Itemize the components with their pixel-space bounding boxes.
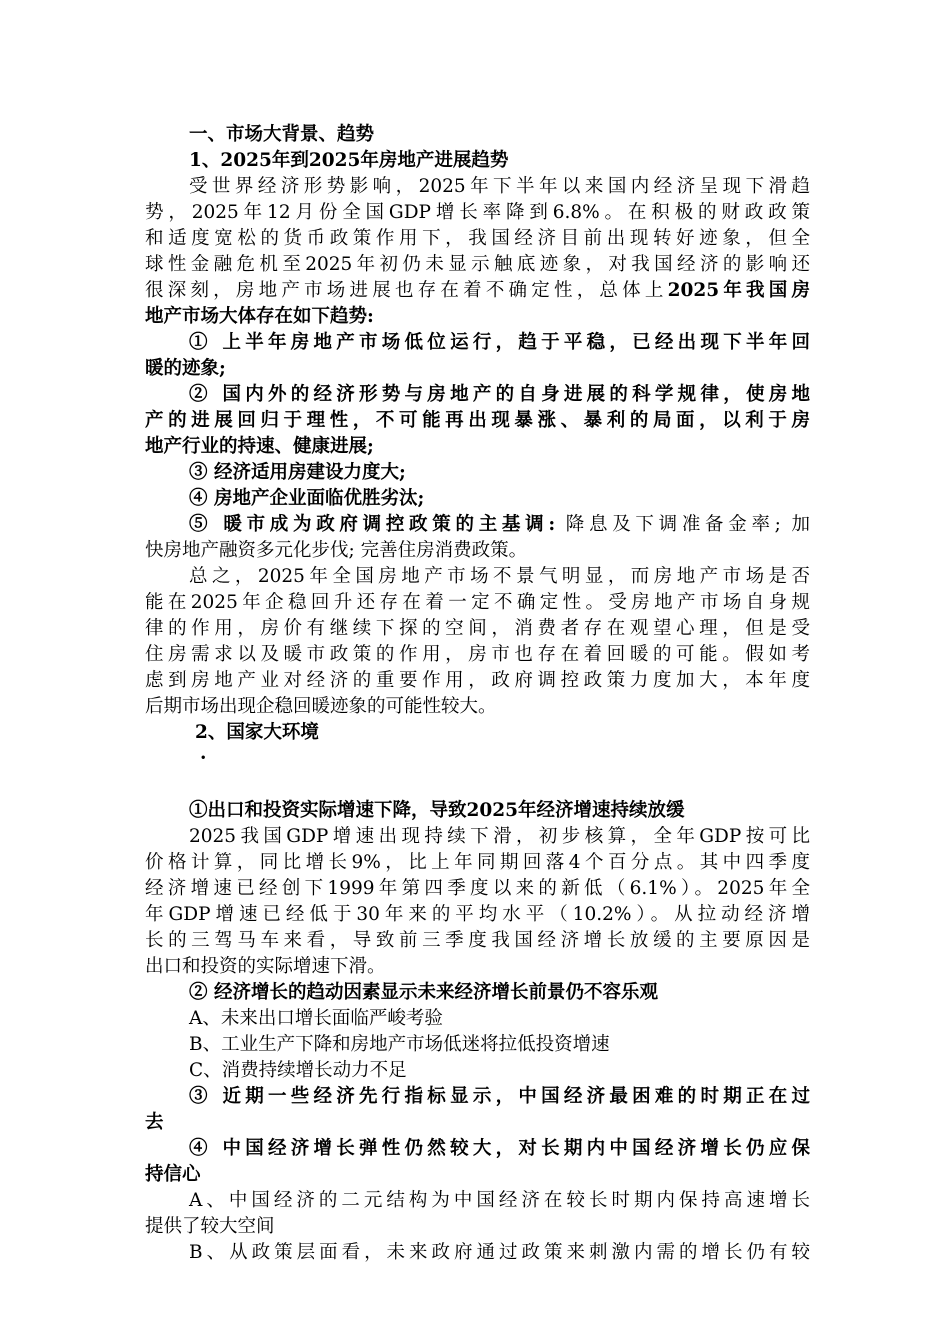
list-item: B、从政策层面看，未来政府通过政策来刺激内需的增长仍有较 [189, 1242, 810, 1263]
paragraph-line: 球性金融危机至2025年初仍未显示触底迹象，对我国经济的影响还 [145, 254, 810, 275]
paragraph-line: 受世界经济形势影响，2025年下半年以来国内经济呈现下滑趋 [189, 176, 810, 197]
paragraph-line: 2025我国GDP增速出现持续下滑，初步核算，全年GDP按可比 [189, 826, 810, 847]
paragraph-line: 出口和投资的实际增速下滑。 [145, 956, 386, 977]
point-heading-cont: 去 [145, 1112, 164, 1133]
section-heading: 一、市场大背景、趋势 [189, 124, 375, 145]
paragraph-line [145, 278, 810, 304]
paragraph-line: 和适度宽松的货币政策作用下，我国经济目前出现转好迹象，但全 [145, 228, 810, 249]
paragraph-line: 长的三驾马车来看，导致前三季度我国经济增长放缓的主要原因是 [145, 930, 810, 951]
list-item: B、工业生产下降和房地产市场低迷将拉低投资增速 [189, 1034, 610, 1055]
subsection-heading: 1、2025年到2025年房地产进展趋势 [189, 150, 509, 171]
trend-bold: ⑤ 暖市成为政府调控政策的主基调: [189, 514, 556, 535]
list-item: A、中国经济的二元结构为中国经济在较长时期内保持高速增长 [189, 1190, 810, 1211]
trend-item [145, 512, 810, 538]
bullet-dot: · [200, 748, 207, 769]
point-heading: ①出口和投资实际增速下降，导致2025年经济增速持续放缓 [189, 800, 685, 821]
paragraph-line: 律的作用，房价有继续下探的空间，消费者存在观望心理，但是受 [145, 618, 810, 639]
paragraph-line: 地产市场大体存在如下趋势: [145, 306, 374, 327]
trend-item: ② 国内外的经济形势与房地产的自身进展的科学规律，使房地 [189, 384, 810, 405]
list-item: A、未来出口增长面临严峻考验 [189, 1008, 443, 1029]
trend-item: ① 上半年房地产市场低位运行，趋于平稳，已经出现下半年回 [189, 332, 810, 353]
trend-item-cont: 暖的迹象; [145, 358, 226, 379]
paragraph-line: 虑到房地产业对经济的重要作用，政府调控政策力度加大，本年度 [145, 670, 810, 691]
bold-phrase: 2025年我国房 [667, 280, 810, 301]
paragraph-line: 住房需求以及暖市政策的作用，房市也存在着回暖的可能。假如考 [145, 644, 810, 665]
spacer [145, 772, 810, 798]
list-item-cont: 提供了较大空间 [145, 1216, 275, 1237]
paragraph-line: 经济增速已经创下1999年第四季度以来的新低（6.1%）。2025年全 [145, 878, 810, 899]
point-heading: ④ 中国经济增长弹性仍然较大，对长期内中国经济增长仍应保 [189, 1138, 810, 1159]
paragraph-line: 势，2025年12月份全国GDP增长率降到6.8%。在积极的财政政策 [145, 202, 810, 223]
list-item: C、消费持续增长动力不足 [189, 1060, 407, 1081]
trend-item-cont: 地产行业的持速、健康进展; [145, 436, 374, 457]
trend-text: 降息及下调准备金率; 加 [555, 514, 810, 535]
point-heading: ② 经济增长的趋动因素显示未来经济增长前景仍不容乐观 [189, 982, 658, 1003]
subsection-heading: 2、国家大环境 [195, 722, 319, 743]
paragraph-line: 价格计算，同比增长9%，比上年同期回落4个百分点。其中四季度 [145, 852, 810, 873]
paragraph-line: 能在2025年企稳回升还存在着一定不确定性。受房地产市场自身规 [145, 592, 810, 613]
document-body [145, 122, 810, 1266]
paragraph-line: 总之，2025年全国房地产市场不景气明显，而房地产市场是否 [189, 566, 810, 587]
trend-item: ④ 房地产企业面临优胜劣汰; [189, 488, 425, 509]
trend-item-cont: 产的进展回归于理性，不可能再出现暴涨、暴利的局面，以利于房 [145, 410, 810, 431]
paragraph-line: 年GDP增速已经低于30年来的平均水平（10.2%）。从拉动经济增 [145, 904, 810, 925]
paragraph-line: 后期市场出现企稳回暖迹象的可能性较大。 [145, 696, 497, 717]
trend-item: ③ 经济适用房建设力度大; [189, 462, 406, 483]
paragraph-text: 很深刻，房地产市场进展也存在着不确定性，总体上 [145, 280, 668, 301]
point-heading: ③ 近期一些经济先行指标显示，中国经济最困难的时期正在过 [189, 1086, 810, 1107]
point-heading-cont: 持信心 [145, 1164, 201, 1185]
trend-item-cont: 快房地产融资多元化步伐; 完善住房消费政策。 [145, 540, 528, 561]
